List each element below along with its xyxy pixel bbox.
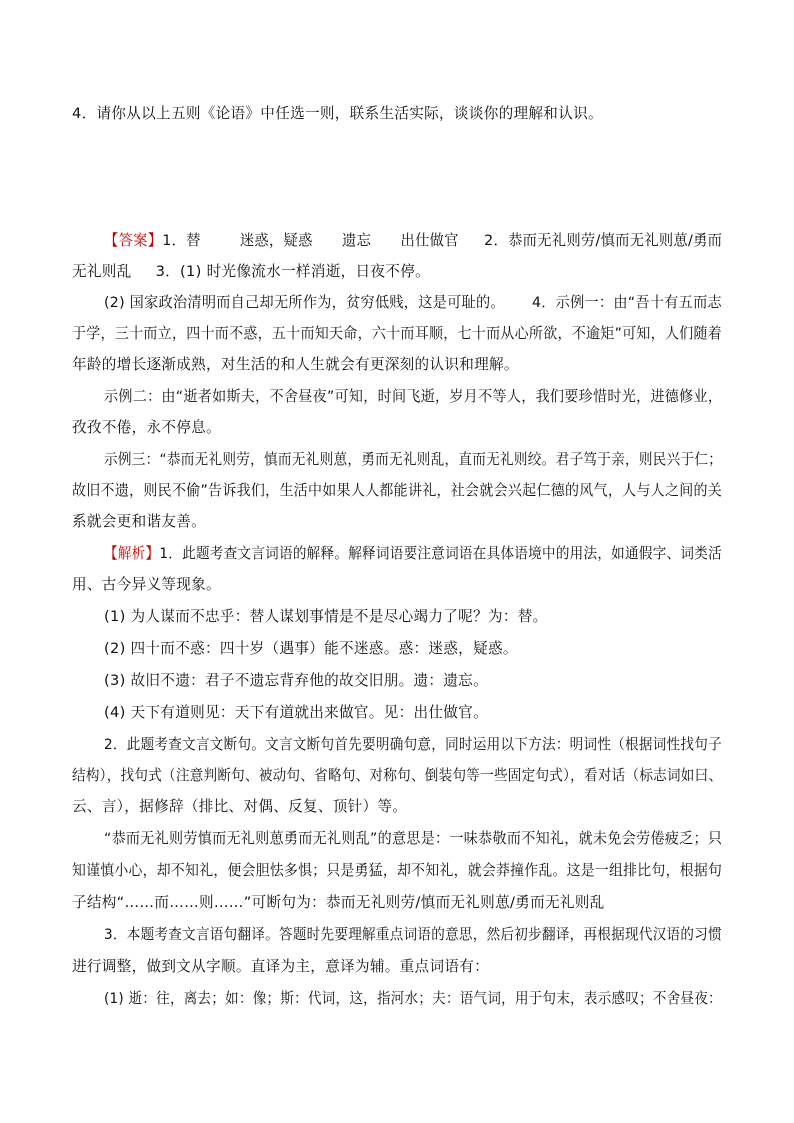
answer-line-2 — [72, 262, 430, 282]
answer-2: 2．恭而无礼则劳/慎而无礼则葸/勇而 — [484, 232, 723, 249]
analysis-line-15: (1) 逝：往，离去；如：像；斯：代词，这，指河水；夫：语气词，用于句末，表示感叹；不舍昼夜： — [104, 990, 722, 1007]
answer-line-5: 年龄的增长逐渐成熟，对生活的和人生就会有更深刻的认识和理解。 — [72, 356, 519, 373]
analysis-line-4: (2) 四十而不惑：四十岁（遇事）能不迷惑。惑：迷惑，疑惑。 — [104, 640, 518, 657]
answer-3: 3．(1) 时光像流水一样消逝，日夜不停。 — [155, 263, 430, 280]
answer-line-10: 系就会更和谐友善。 — [72, 513, 207, 530]
analysis-line-3: (1) 为人谋而不忠乎：替人谋划事情是不是尽心竭力了呢？为：替。 — [104, 608, 548, 625]
answer-1-c: 遗忘 — [342, 232, 372, 249]
analysis-line-1 — [104, 544, 722, 564]
answer-2-cont: 无礼则乱 — [72, 263, 132, 280]
analysis-line-11: 知谨慎小心，却不知礼，便会胆怯多惧；只是勇猛，却不知礼，就会莽撞作乱。这是一组排比句，根据句 — [72, 862, 723, 879]
answer-3-2: (2) 国家政治清明而自己却无所作为，贫穷低贱，这是可耻的。 — [104, 294, 505, 311]
answer-4: 4．示例一：由“吾十有五而志 — [531, 294, 722, 311]
answer-tag: 【答案】 — [104, 232, 163, 249]
answer-example-2: 示例二：由“逝者如斯夫，不舍昼夜”可知，时间飞逝，岁月不等人，我们要珍惜时光，进德修业， — [104, 388, 723, 405]
answer-line-4: 于学，三十而立，四十而不惑，五十而知天命，六十而耳顺，七十而从心所欲，不逾矩”可知，人们随着 — [72, 325, 723, 342]
analysis-line-7: 2．此题考查文言文断句。文言文断句首先要明确句意，同时运用以下方法：明词性（根据词性找句子 — [104, 736, 722, 753]
question-4: 4．请你从以上五则《论语》中任选一则，联系生活实际，谈谈你的理解和认识。 — [72, 105, 603, 122]
answer-line-7: 孜孜不倦，永不停息。 — [72, 419, 221, 436]
answer-1: 1．替 — [162, 232, 201, 249]
answer-1-b: 迷惑，疑惑 — [239, 232, 313, 249]
analysis-line-2: 用、古今异义等现象。 — [72, 576, 221, 593]
analysis-line-6: (4) 天下有道则见：天下有道就出来做官。见：出仕做官。 — [104, 704, 488, 721]
analysis-line-9: 云、言），据修辞（排比、对偶、反复、顶针）等。 — [72, 798, 408, 815]
analysis-tag: 【解析】 — [104, 545, 160, 562]
analysis-line-12: 子结构“……而……则……”可断句为：恭而无礼则劳/慎而无礼则葸/勇而无礼则乱 — [72, 894, 605, 911]
analysis-line-13: 3．本题考查文言语句翻译。答题时先要理解重点词语的意思，然后初步翻译，再根据现代汉语的习惯 — [104, 926, 722, 943]
analysis-line-8: 结构），找句式（注意判断句、被动句、省略句、对称句、倒装句等一些固定句式），看对话（标志词如曰、 — [72, 767, 723, 784]
answer-example-3: 示例三：“恭而无礼则劳，慎而无礼则葸，勇而无礼则乱，直而无礼则绞。君子笃于亲，则民兴于仁； — [104, 451, 723, 468]
analysis-line-10: “恭而无礼则劳慎而无礼则葸勇而无礼则乱”的意思是：一味恭敬而不知礼，就未免会劳倦疲乏；只 — [104, 830, 723, 847]
answer-1-d: 出仕做官 — [400, 232, 459, 249]
analysis-line-14: 进行调整，做到文从字顺。直译为主，意译为辅。重点词语有： — [72, 958, 490, 975]
analysis-1: 1．此题考查文言词语的解释。解释词语要注意词语在具体语境中的用法，如通假字、词类活 — [159, 545, 722, 562]
answer-line-9: 故旧不遗，则民不偷”告诉我们，生活中如果人人都能讲礼，社会就会兴起仁德的风气，人与人之间的关 — [72, 482, 723, 499]
answer-line-3 — [104, 293, 722, 313]
answer-line-1 — [104, 231, 722, 251]
analysis-line-5: (3) 故旧不遗：君子不遗忘背弃他的故交旧朋。遗：遗忘。 — [104, 672, 488, 689]
